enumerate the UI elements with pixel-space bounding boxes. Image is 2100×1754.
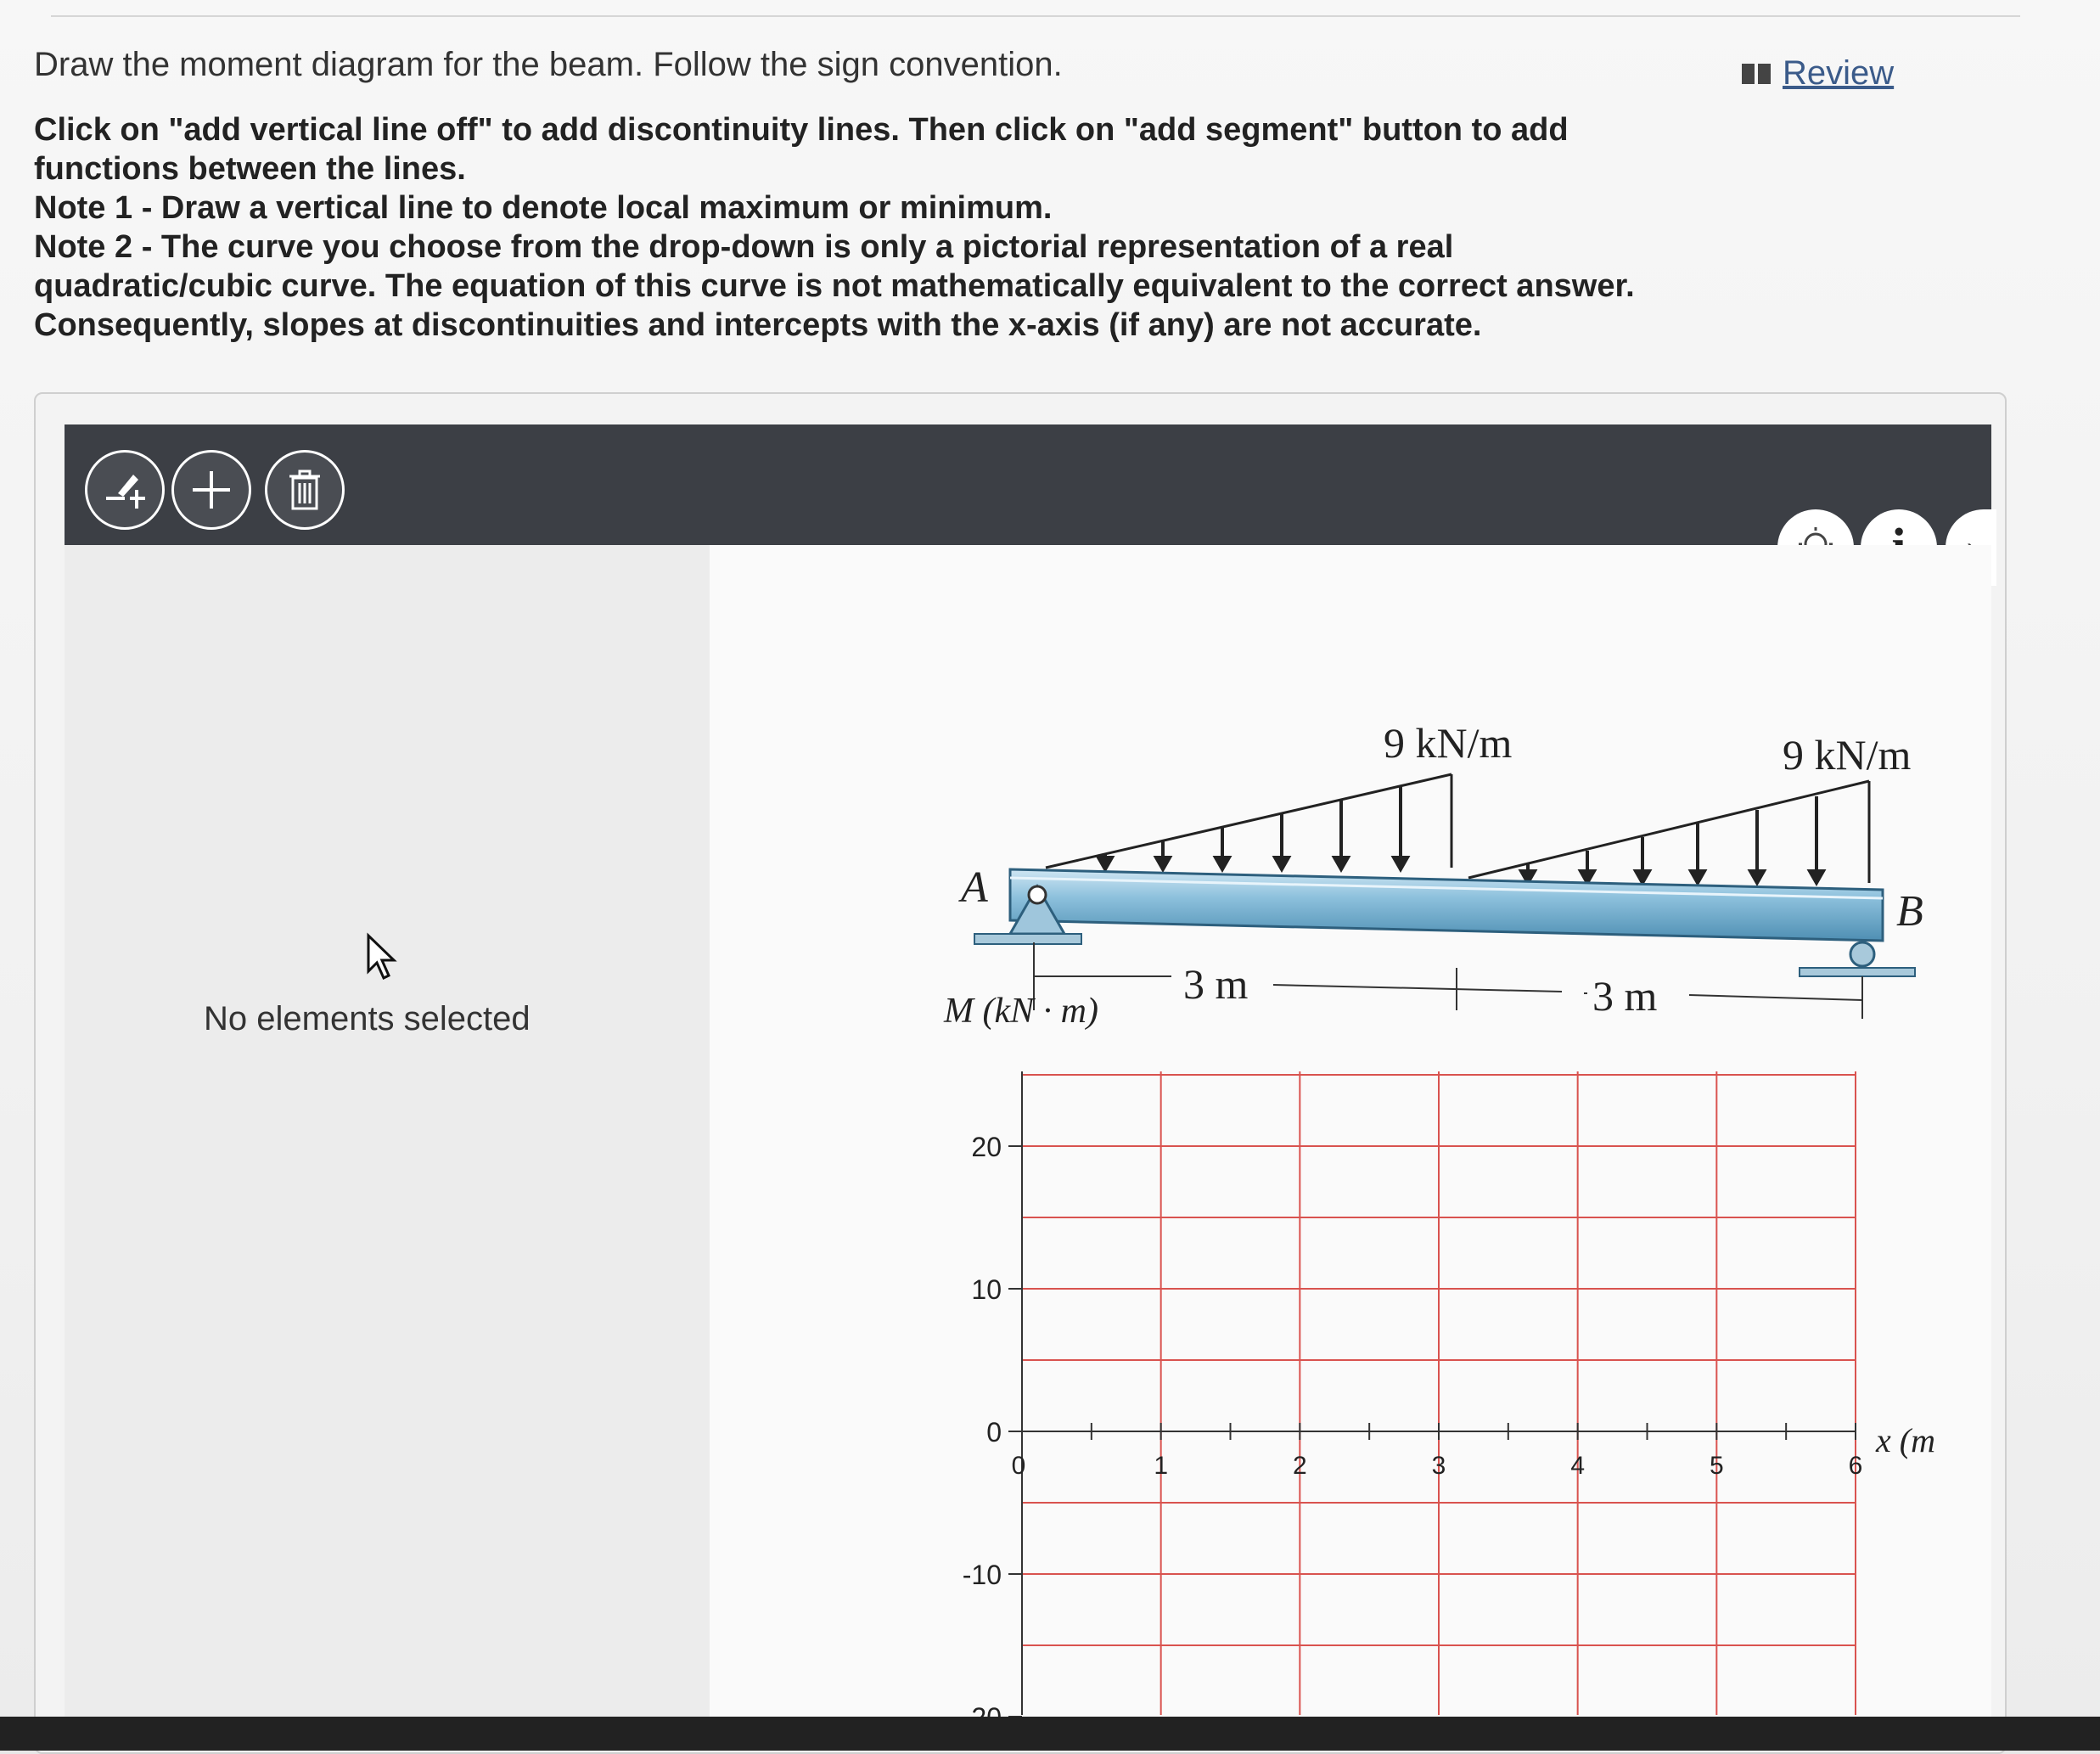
load-right-label: 9 kN/m [1783, 731, 1912, 779]
instruction-line: Click on "add vertical line off" to add discontinuity lines. Then click on "add segment" button to add [34, 112, 1569, 148]
instruction-line: quadratic/cubic curve. The equation of this curve is not mathematically equivalent to the correct answer. [34, 268, 1635, 304]
review-label[interactable]: Review [1783, 54, 1895, 92]
y-tick-label: 20 [971, 1132, 1002, 1162]
instruction-line: functions between the lines. [34, 151, 466, 187]
load-left-label: 9 kN/m [1384, 719, 1513, 767]
x-tick-label: 0 [1011, 1452, 1026, 1480]
x-tick-label: 4 [1570, 1452, 1586, 1480]
instruction-line: Consequently, slopes at discontinuities and intercepts with the x-axis (if any) are not accurate. [34, 307, 1482, 343]
instruction-line: Note 1 - Draw a vertical line to denote local maximum or minimum. [34, 190, 1053, 226]
y-tick-label: -10 [962, 1560, 1002, 1590]
x-tick-label: 6 [1848, 1452, 1863, 1480]
no-selection-message: No elements selected [204, 1000, 531, 1037]
screen-bezel [0, 1717, 2100, 1751]
beam [1010, 869, 1883, 941]
x-tick-label: 3 [1431, 1452, 1446, 1480]
x-tick-label: 5 [1709, 1452, 1724, 1480]
moment-graph-grid[interactable] [1022, 1071, 1856, 1715]
span-left-label: 3 m [1183, 960, 1249, 1008]
span-right-label: 3 m [1592, 972, 1658, 1020]
y-tick-labels [963, 1132, 1022, 1733]
distributed-load-right [1468, 781, 1869, 883]
x-tick-label: 1 [1154, 1452, 1169, 1480]
support-b-label: B [1896, 887, 1923, 936]
y-tick-label: 0 [986, 1417, 1002, 1448]
support-a-label: A [961, 863, 988, 912]
roller-support-b [1800, 942, 1915, 976]
y-axis-label: M (kN · m) [944, 992, 1098, 1031]
dimension-lines [1034, 942, 1862, 1019]
x-tick-label: 2 [1292, 1452, 1307, 1480]
y-tick-label: 10 [971, 1274, 1002, 1305]
instruction-line: Note 2 - The curve you choose from the drop-down is only a pictorial representation of a real [34, 229, 1454, 265]
x-axis-label: x (m [1876, 1421, 1935, 1459]
question-title: Draw the moment diagram for the beam. Follow the sign convention. [34, 46, 1063, 83]
distributed-load-left [1046, 774, 1451, 869]
